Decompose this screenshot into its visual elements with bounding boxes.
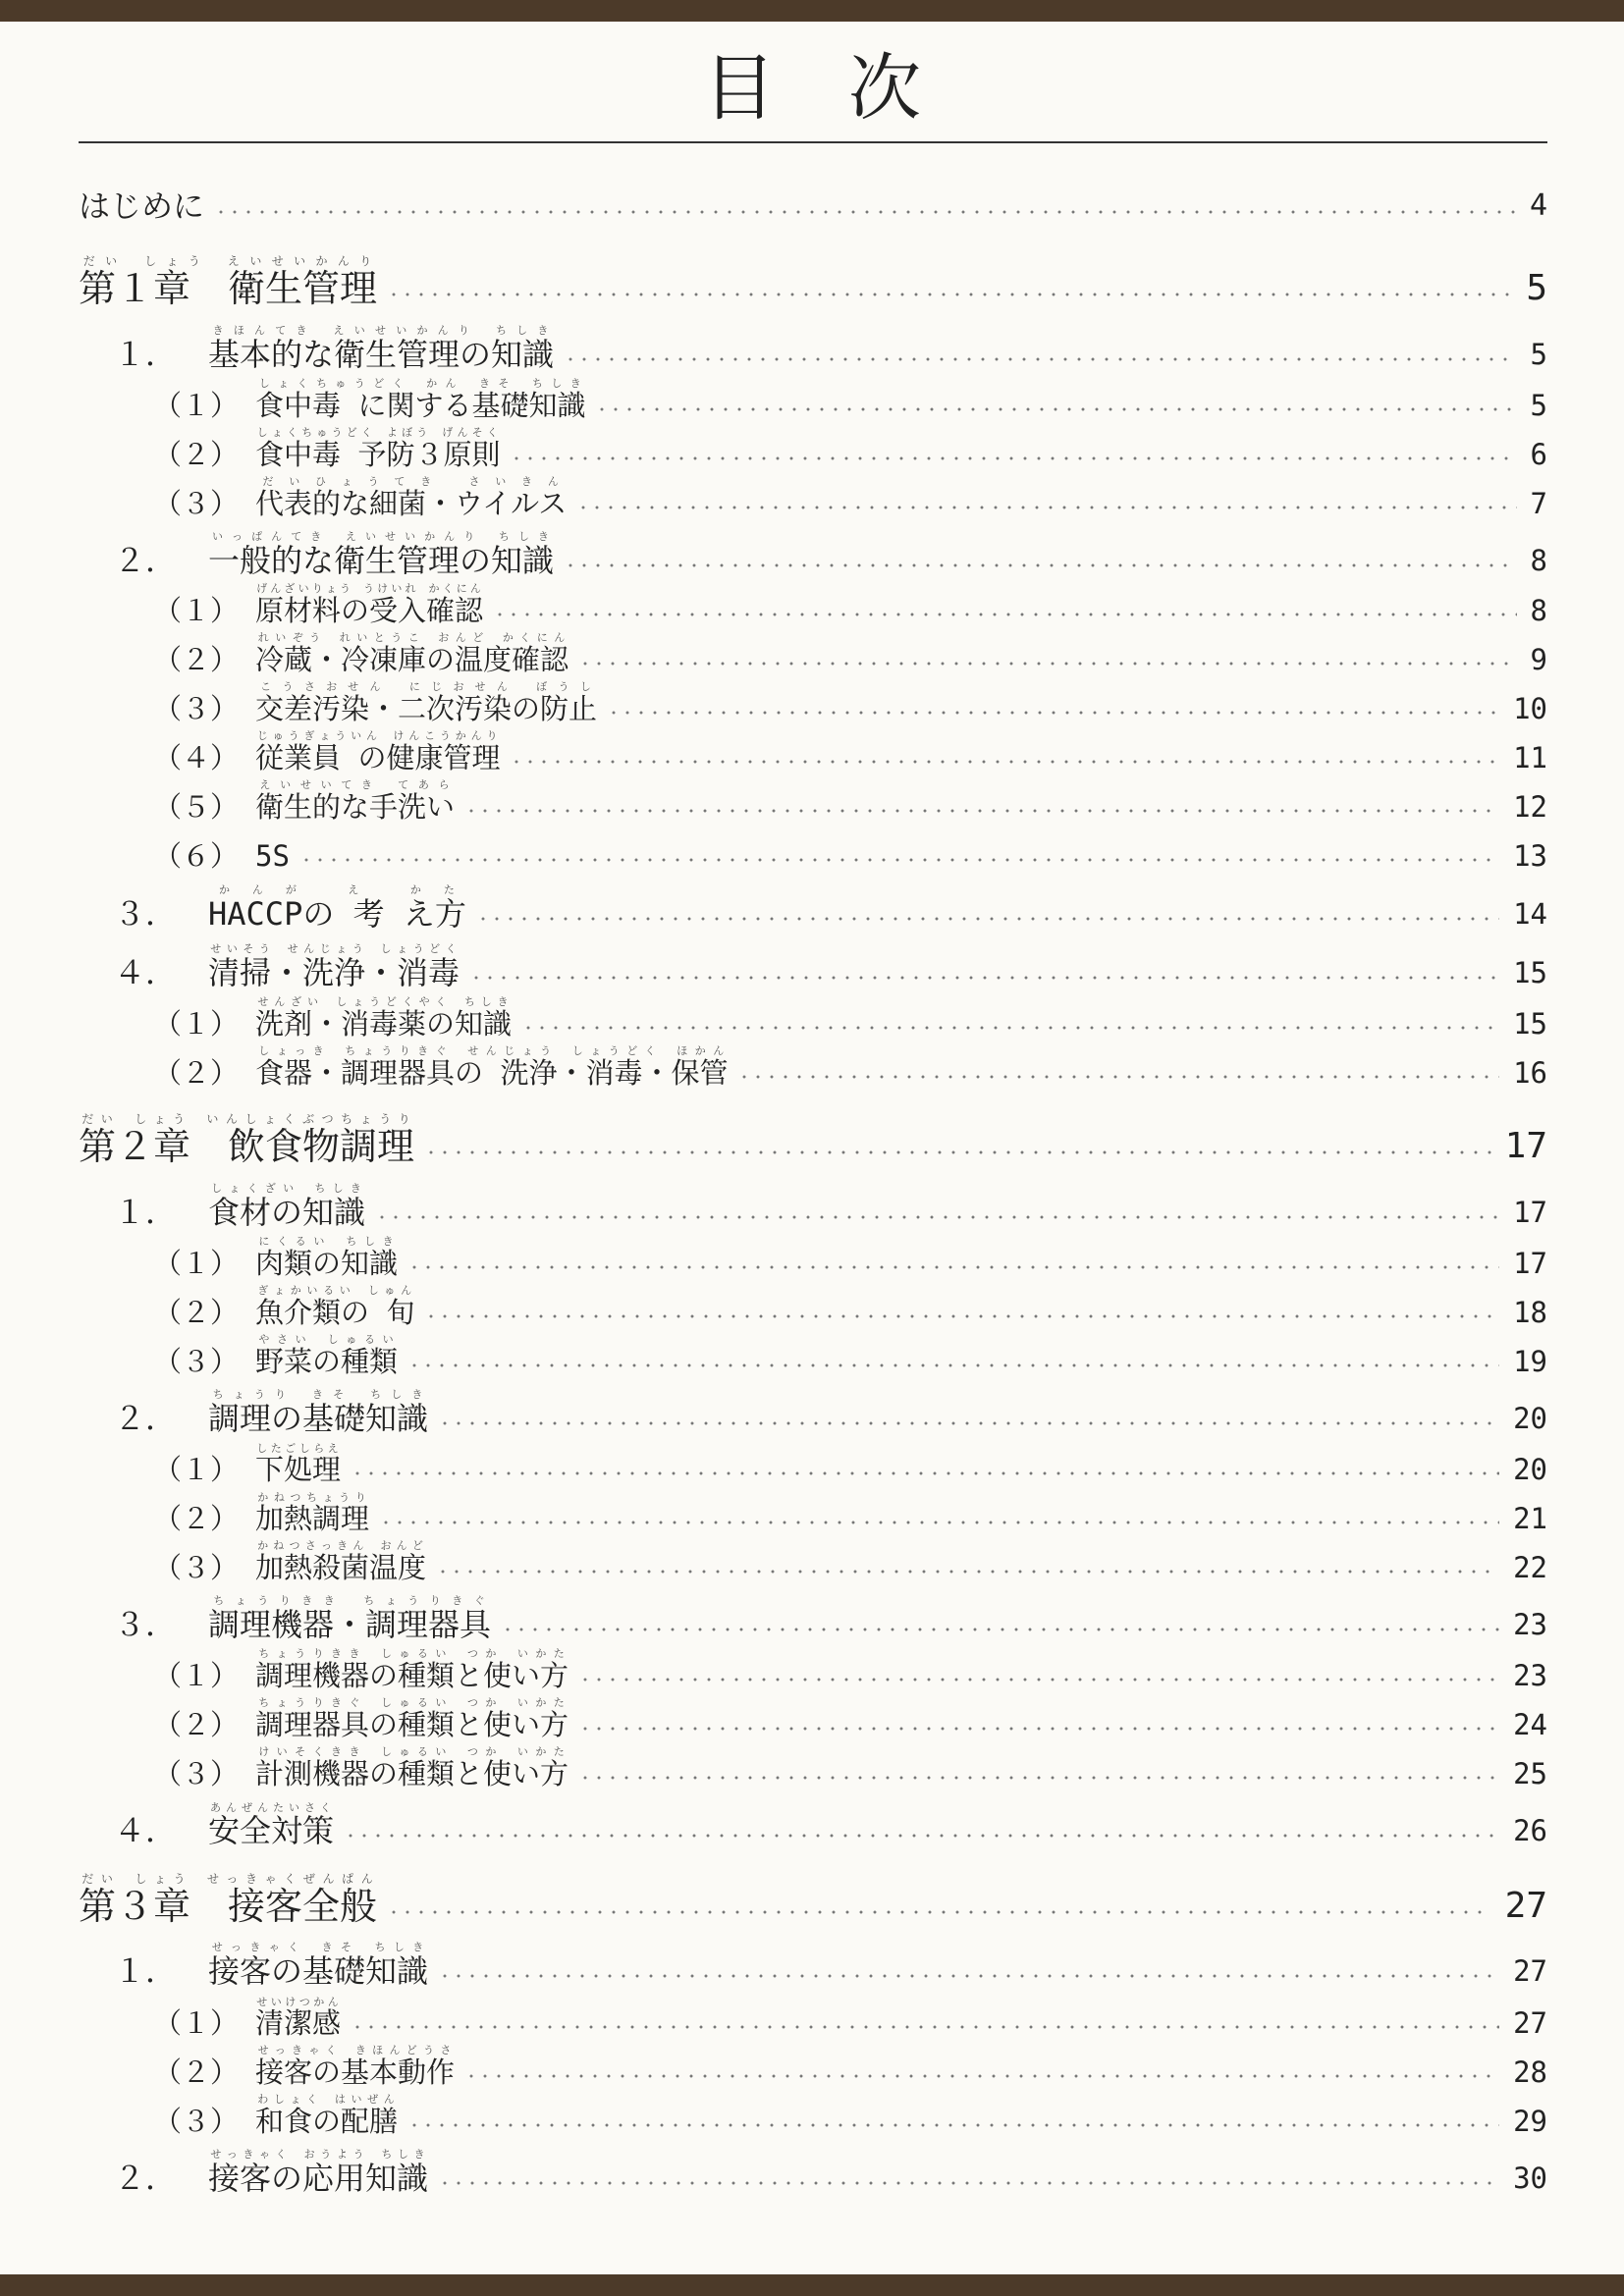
toc-subsection[interactable] [79, 2093, 1547, 2139]
toc-subsection[interactable] [79, 1442, 1547, 1487]
toc-section[interactable] [79, 942, 1547, 991]
toc-subsection[interactable] [79, 1333, 1547, 1379]
toc-subsection[interactable] [79, 475, 1547, 521]
dot-leader [476, 917, 1499, 921]
entry-number: １． [114, 1194, 178, 1231]
entry-furigana: せいけつかん [255, 1996, 342, 2008]
entry-number: １． [114, 1952, 178, 1990]
entry-number: ４． [114, 1812, 178, 1849]
entry-page: 16 [1513, 1056, 1547, 1090]
entry-page: 17 [1513, 1196, 1547, 1229]
entry-furigana: やさい しゅるい [255, 1333, 398, 1346]
entry-page: 24 [1513, 1708, 1547, 1741]
toc-subsection[interactable] [79, 729, 1547, 775]
entry-number: （３） [153, 692, 240, 725]
entry-page: 27 [1513, 2006, 1547, 2040]
toc-subsection[interactable] [79, 1539, 1547, 1585]
entry-title: 第２章 飲食物調理だい しょう いんしょくぶつちょうり [79, 1112, 415, 1168]
entry-title: 調理の基礎知識ちょうり きそ ちしき [208, 1388, 429, 1437]
entry-title: 食中毒 予防３原則しょくちゅうどく よぼう げんそく [255, 426, 501, 471]
entry-number: （３） [153, 1551, 240, 1584]
entry-furigana: せんざい しょうどくやく ちしき [255, 995, 512, 1008]
dot-leader [595, 407, 1516, 411]
entry-page: 5 [1530, 338, 1547, 371]
entry-title: 第１章 衛生管理だい しょう えいせいかんり [79, 254, 378, 310]
entry-furigana: だいひょうてき さいきん [255, 475, 568, 488]
entry-title: 接客の応用知識せっきゃく おうよう ちしき [208, 2148, 429, 2197]
dot-leader [387, 293, 1512, 296]
entry-title: 従業員 の健康管理じゅうぎょういん けんこうかんり [255, 729, 501, 774]
entry-number: ２． [114, 2160, 178, 2197]
entry-furigana: あんぜんたいさく [208, 1801, 335, 1814]
toc-subsection[interactable] [79, 834, 1547, 874]
entry-furigana: せっきゃく おうよう ちしき [208, 2148, 428, 2161]
dot-leader [407, 2123, 1499, 2127]
entry-furigana: じゅうぎょういん けんこうかんり [255, 729, 501, 742]
entry-furigana: だい しょう えいせいかんり [79, 254, 377, 268]
entry-number: （２） [153, 1708, 240, 1741]
toc-section[interactable] [79, 324, 1547, 373]
toc-chapter-3[interactable] [79, 1872, 1547, 1928]
dot-leader [407, 1265, 1499, 1269]
entry-page: 9 [1530, 643, 1547, 676]
entry-page: 20 [1513, 1402, 1547, 1435]
toc-subsection[interactable] [79, 1745, 1547, 1791]
dot-leader [438, 2181, 1499, 2185]
dot-leader [464, 2074, 1499, 2078]
dot-leader [493, 613, 1517, 616]
entry-title: 肉類の知識にくるい ちしき [255, 1235, 399, 1280]
toc-subsection[interactable] [79, 1044, 1547, 1091]
entry-page: 27 [1504, 1886, 1547, 1926]
entry-furigana: しょくざい ちしき [208, 1182, 365, 1195]
entry-furigana: ちょうりきき ちょうりきぐ [208, 1594, 491, 1607]
entry-page: 14 [1513, 897, 1547, 931]
entry-title: 調理機器の種類と使い方ちょうりきき しゅるい つか いかた [255, 1647, 569, 1692]
toc-subsection[interactable] [79, 995, 1547, 1041]
entry-page: 17 [1504, 1126, 1547, 1166]
entry-furigana: しょくちゅうどく かん きそ ちしき [255, 377, 586, 390]
toc-subsection[interactable] [79, 680, 1547, 726]
toc-subsection[interactable] [79, 426, 1547, 472]
entry-title: 食材の知識しょくざい ちしき [208, 1182, 366, 1231]
entry-title: 調理器具の種類と使い方ちょうりきぐ しゅるい つか いかた [255, 1696, 569, 1741]
toc-subsection[interactable] [79, 1491, 1547, 1536]
toc-subsection[interactable] [79, 377, 1547, 423]
dot-leader [578, 1678, 1499, 1682]
entry-furigana: けいそくきき しゅるい つか いかた [255, 1745, 569, 1758]
toc-section[interactable] [79, 2148, 1547, 2197]
entry-title: 和食の配膳わしょく はいぜん [255, 2093, 399, 2138]
entry-title: 安全対策あんぜんたいさく [208, 1801, 335, 1849]
entry-page: 5 [1530, 389, 1547, 422]
entry-number: （２） [153, 1296, 240, 1329]
entry-number: （６） [153, 839, 240, 873]
entry-furigana: えいせいてき てあら [255, 778, 455, 791]
entry-number: （２） [153, 1056, 240, 1090]
entry-page: 22 [1513, 1551, 1547, 1584]
toc-subsection[interactable] [79, 582, 1547, 628]
entry-furigana: ぎょかいるい しゅん [255, 1284, 415, 1297]
entry-title: 5S [255, 839, 290, 873]
toc-chapter-2[interactable] [79, 1112, 1547, 1168]
entry-furigana: せっきゃく きほんどうさ [255, 2044, 455, 2056]
entry-number: １． [114, 336, 178, 373]
dot-leader [510, 760, 1499, 764]
entry-furigana: にくるい ちしき [255, 1235, 398, 1248]
entry-title: 衛生的な手洗いえいせいてき てあら [255, 778, 456, 824]
dot-leader [407, 1363, 1499, 1367]
dot-leader [564, 357, 1517, 361]
toc-subsection[interactable] [79, 1284, 1547, 1330]
entry-number: （２） [153, 2056, 240, 2089]
entry-number: ３． [114, 1606, 178, 1643]
entry-page: 10 [1513, 692, 1547, 725]
entry-title: 食中毒 に関する基礎知識しょくちゅうどく かん きそ ちしき [255, 377, 586, 422]
dot-leader [375, 1215, 1499, 1219]
dot-leader [436, 1570, 1499, 1574]
toc-subsection[interactable] [79, 1235, 1547, 1281]
entry-title: 交差汚染・二次汚染の防止こうさおせん にじおせん ぼうし [255, 680, 598, 725]
entry-page: 15 [1513, 956, 1547, 989]
entry-furigana: きほんてき えいせいかんり ちしき [208, 324, 555, 337]
entry-title: 食器・調理器具の 洗浄・消毒・保管しょっき ちょうりきぐ せんじょう しょうどく ほかん [255, 1044, 729, 1090]
dot-leader [578, 1727, 1499, 1731]
entry-furigana: だい しょう せっきゃくぜんぱん [79, 1872, 377, 1886]
entry-number: （１） [153, 1247, 240, 1280]
entry-page: 20 [1513, 1453, 1547, 1486]
entry-title: 一般的な衛生管理の知識いっぱんてき えいせいかんり ちしき [208, 530, 555, 579]
entry-number: （１） [153, 1659, 240, 1692]
toc-chapter-1[interactable] [79, 254, 1547, 310]
entry-page: 18 [1513, 1296, 1547, 1329]
toc-section[interactable] [79, 1182, 1547, 1231]
entry-number: （２） [153, 1502, 240, 1535]
entry-number: （４） [153, 741, 240, 774]
entry-page: 12 [1513, 790, 1547, 824]
entry-number: （５） [153, 790, 240, 824]
entry-title: 洗剤・消毒薬の知識せんざい しょうどくやく ちしき [255, 995, 513, 1041]
entry-number: ３． [114, 895, 178, 933]
entry-number: ２． [114, 542, 178, 579]
entry-title: はじめに [79, 187, 205, 225]
entry-page: 11 [1513, 741, 1547, 774]
entry-furigana: しょくちゅうどく よぼう げんそく [255, 426, 501, 439]
entry-furigana: だい しょう いんしょくぶつちょうり [79, 1112, 415, 1126]
entry-number: （１） [153, 2006, 240, 2040]
dot-leader [521, 1026, 1499, 1030]
entry-page: 28 [1513, 2056, 1547, 2089]
dot-leader [387, 1910, 1491, 1914]
entry-title: 加熱調理かねつちょうり [255, 1491, 370, 1535]
entry-page: 19 [1513, 1345, 1547, 1378]
entry-page: 26 [1513, 1814, 1547, 1847]
entry-number: （１） [153, 389, 240, 422]
entry-furigana: ちょうり きそ ちしき [208, 1388, 429, 1401]
dot-leader [576, 506, 1516, 509]
entry-furigana: したごしらえ [255, 1442, 342, 1455]
entry-number: （１） [153, 1007, 240, 1041]
entry-number: （３） [153, 1757, 240, 1790]
toc-subsection[interactable] [79, 1996, 1547, 2041]
entry-page: 7 [1530, 487, 1547, 520]
entry-title: 原材料の受入確認げんざいりょう うけいれ かくにん [255, 582, 484, 627]
dot-leader [351, 1471, 1499, 1475]
entry-furigana: せいそう せんじょう しょうどく [208, 942, 460, 955]
entry-number: （３） [153, 487, 240, 520]
entry-number: （２） [153, 643, 240, 676]
entry-furigana: ちょうりきき しゅるい つか いかた [255, 1647, 569, 1660]
dot-leader [564, 563, 1517, 567]
dot-leader [464, 809, 1499, 813]
entry-page: 15 [1513, 1007, 1547, 1041]
dot-leader [607, 711, 1499, 715]
toc-subsection[interactable] [79, 1647, 1547, 1693]
entry-title: 第３章 接客全般だい しょう せっきゃくぜんぱん [79, 1872, 378, 1928]
entry-number: （２） [153, 438, 240, 471]
dot-leader [578, 1776, 1499, 1780]
entry-furigana: れいぞう れいとうこ おんど かくにん [255, 631, 569, 644]
dot-leader [510, 456, 1516, 460]
entry-title: 野菜の種類やさい しゅるい [255, 1333, 399, 1378]
dot-leader [424, 1314, 1499, 1318]
toc-subsection[interactable] [79, 1696, 1547, 1742]
entry-title: 下処理したごしらえ [255, 1442, 342, 1486]
entry-title: 加熱殺菌温度かねつさっきん おんど [255, 1539, 427, 1584]
entry-furigana: せっきゃく きそ ちしき [208, 1941, 429, 1953]
entry-title: 計測機器の種類と使い方けいそくきき しゅるい つか いかた [255, 1745, 569, 1790]
dot-leader [501, 1628, 1499, 1631]
entry-title: 基本的な衛生管理の知識きほんてき えいせいかんり ちしき [208, 324, 555, 373]
entry-furigana: しょっき ちょうりきぐ せんじょう しょうどく ほかん [255, 1044, 729, 1057]
toc-section[interactable] [79, 1941, 1547, 1990]
entry-page: 4 [1529, 188, 1547, 223]
entry-furigana: かねつちょうり [255, 1491, 370, 1504]
toc-section[interactable] [79, 1388, 1547, 1437]
toc-entry-intro[interactable] [79, 187, 1547, 226]
toc-section[interactable] [79, 1801, 1547, 1849]
entry-page: 8 [1530, 544, 1547, 577]
entry-title: 接客の基礎知識せっきゃく きそ ちしき [208, 1941, 429, 1990]
entry-furigana: かねつさっきん おんど [255, 1539, 426, 1552]
entry-page: 27 [1513, 1954, 1547, 1988]
entry-page: 23 [1513, 1608, 1547, 1641]
entry-title: 清掃・洗浄・消毒せいそう せんじょう しょうどく [208, 942, 460, 991]
entry-furigana: いっぱんてき えいせいかんり ちしき [208, 530, 555, 543]
dot-leader [438, 1974, 1499, 1978]
dot-leader [344, 1834, 1499, 1838]
entry-title: 調理機器・調理器具ちょうりきき ちょうりきぐ [208, 1594, 492, 1643]
bottom-border-bar [0, 2274, 1624, 2296]
entry-page: 5 [1526, 268, 1547, 308]
toc-section[interactable] [79, 1594, 1547, 1643]
dot-leader [469, 976, 1499, 980]
entry-furigana: ちょうりきぐ しゅるい つか いかた [255, 1696, 569, 1709]
entry-furigana: かんが え かた [208, 883, 466, 896]
entry-number: ２． [114, 1400, 178, 1437]
entry-page: 13 [1513, 839, 1547, 873]
entry-page: 30 [1513, 2162, 1547, 2195]
toc-subsection[interactable] [79, 2044, 1547, 2090]
entry-furigana: こうさおせん にじおせん ぼうし [255, 680, 597, 693]
toc-subsection[interactable] [79, 631, 1547, 677]
entry-page: 8 [1530, 594, 1547, 627]
dot-leader [299, 858, 1499, 862]
entry-title: 冷蔵・冷凍庫の温度確認れいぞう れいとうこ おんど かくにん [255, 631, 569, 676]
dot-leader [578, 662, 1517, 666]
entry-number: ４． [114, 954, 178, 991]
entry-title: 代表的な細菌・ウイルスだいひょうてき さいきん [255, 475, 568, 520]
entry-page: 25 [1513, 1757, 1547, 1790]
entry-title: 魚介類の 旬ぎょかいるい しゅん [255, 1284, 415, 1329]
entry-page: 23 [1513, 1659, 1547, 1692]
entry-page: 21 [1513, 1502, 1547, 1535]
toc-subsection[interactable] [79, 778, 1547, 825]
entry-furigana: げんざいりょう うけいれ かくにん [255, 582, 484, 595]
entry-number: （３） [153, 1345, 240, 1378]
entry-title: 清潔感せいけつかん [255, 1996, 342, 2040]
entry-number: （３） [153, 2105, 240, 2138]
entry-page: 17 [1513, 1247, 1547, 1280]
entry-number: （１） [153, 594, 240, 627]
entry-title: HACCPの 考 え方かんが え かた [208, 883, 466, 933]
toc-section[interactable] [79, 883, 1547, 933]
dot-leader [214, 210, 1516, 214]
entry-furigana: わしょく はいぜん [255, 2093, 399, 2106]
entry-title: 接客の基本動作せっきゃく きほんどうさ [255, 2044, 456, 2089]
entry-page: 6 [1530, 438, 1547, 471]
dot-leader [438, 1421, 1499, 1425]
dot-leader [379, 1521, 1499, 1524]
entry-number: （１） [153, 1453, 240, 1486]
dot-leader [737, 1075, 1499, 1079]
dot-leader [351, 2025, 1499, 2029]
dot-leader [424, 1150, 1491, 1154]
entry-page: 29 [1513, 2105, 1547, 2138]
toc-section[interactable] [79, 530, 1547, 579]
page-title: 目 次 [703, 46, 921, 131]
